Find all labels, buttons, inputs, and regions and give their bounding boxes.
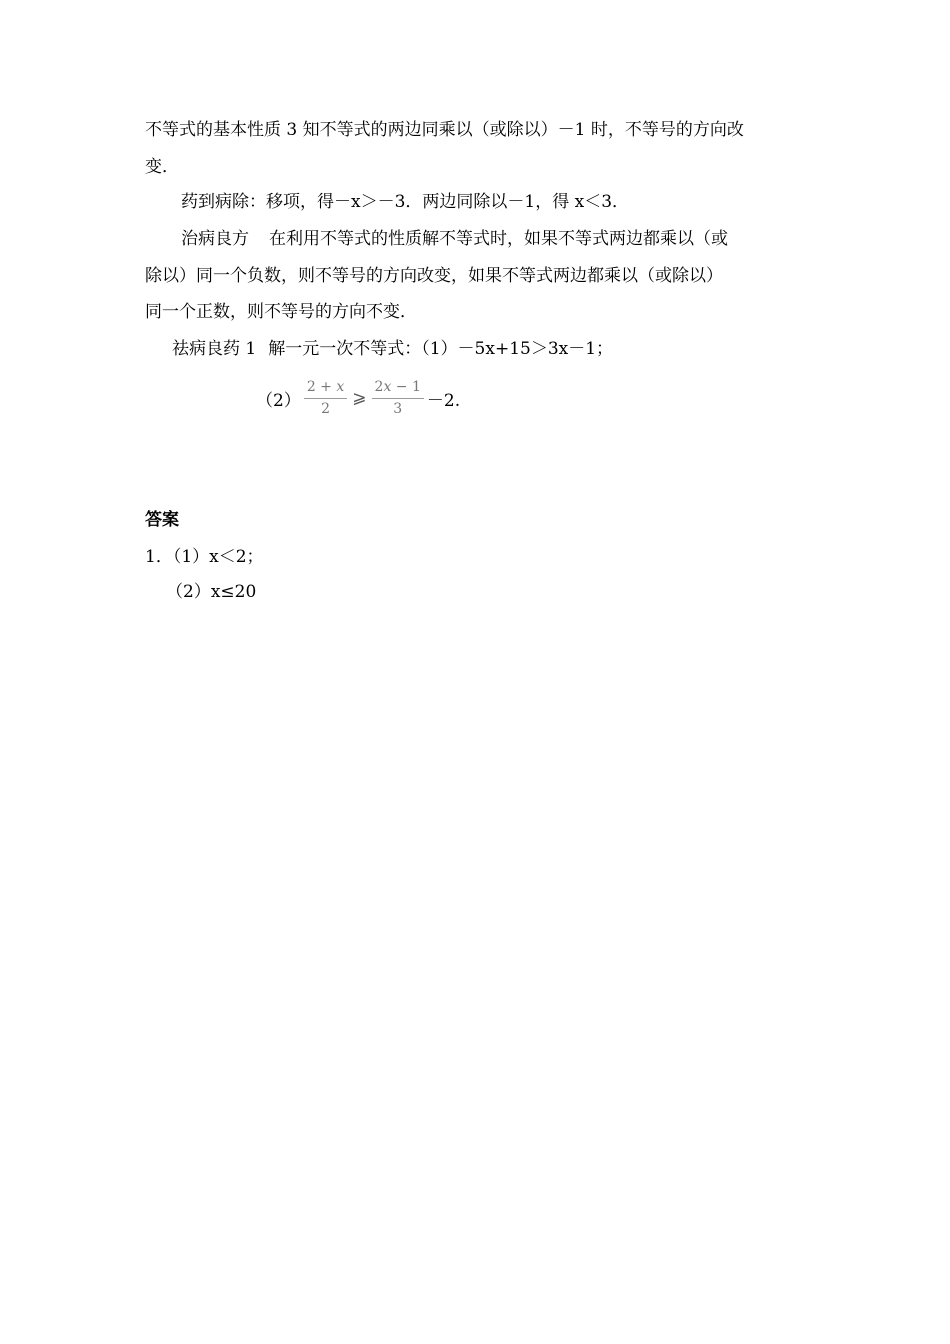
exercise-line xyxy=(172,337,613,361)
fraction-left-numerator xyxy=(304,379,347,399)
paragraph-line-1: 不等式的基本性质 3 知不等式的两边同乘以（或除以）－1 时，不等号的方向改 xyxy=(145,120,744,140)
answer-item-1: 1．（1）x＜2； xyxy=(145,547,264,567)
inequality-formula xyxy=(256,372,460,424)
fraction-right xyxy=(372,379,424,418)
fraction-left-denominator: 2 xyxy=(321,400,331,417)
answer-item-2: （2）x≤20 xyxy=(166,582,257,602)
fraction-left-numerator-const: 2 + xyxy=(306,378,337,395)
formula-prefix: （2） xyxy=(256,390,301,411)
treatment-text: 在利用不等式的性质解不等式时，如果不等式两边都乘以（或 xyxy=(269,229,728,249)
exercise-label: 祛病良药 1 xyxy=(172,339,257,359)
fraction-right-denominator: 3 xyxy=(393,400,403,417)
paragraph-line-2: 变． xyxy=(145,157,179,177)
formula-suffix: －2. xyxy=(426,390,461,411)
treatment-line-3: 同一个正数，则不等号的方向不变． xyxy=(145,302,417,322)
fraction-right-numerator-coef: 2 xyxy=(374,378,384,395)
treatment-line-2: 除以）同一个负数，则不等号的方向改变，如果不等式两边都乘以（或除以） xyxy=(145,266,723,286)
remedy-line: 药到病除：移项，得－x＞－3．两边同除以－1，得 x＜3． xyxy=(181,192,630,212)
fraction-left xyxy=(304,379,347,418)
relation-symbol: ⩾ xyxy=(352,388,367,408)
fraction-left-numerator-var: x xyxy=(336,378,345,395)
exercise-text: 解一元一次不等式：（1）－5x+15＞3x－1； xyxy=(268,339,614,359)
answers-heading: 答案 xyxy=(145,510,179,530)
treatment-line xyxy=(181,227,728,251)
treatment-label: 治病良方 xyxy=(181,229,249,249)
fraction-right-numerator xyxy=(372,379,424,399)
fraction-right-numerator-const: − 1 xyxy=(391,378,421,395)
fraction-right-numerator-var: x xyxy=(383,378,392,395)
